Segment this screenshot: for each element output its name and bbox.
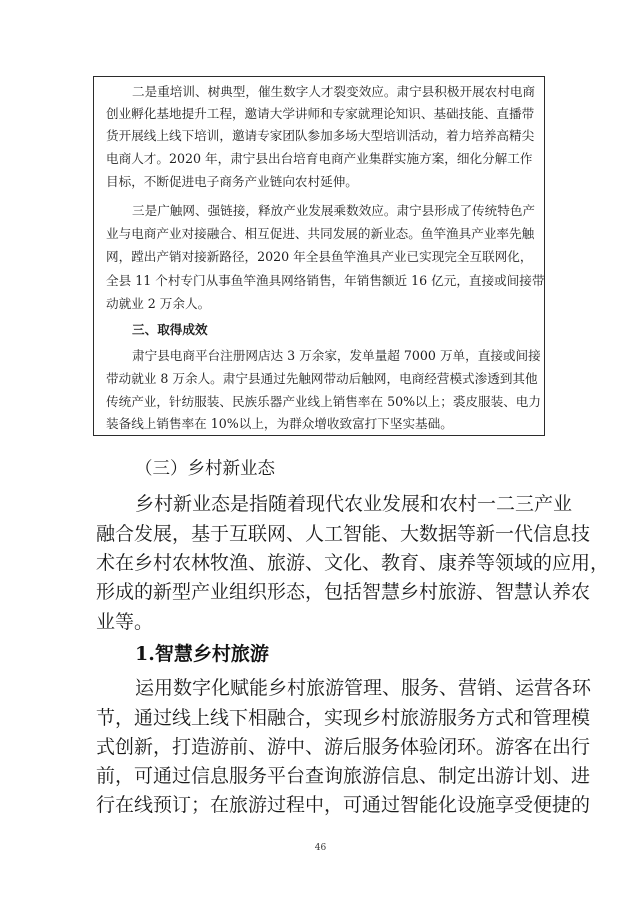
box-text-line: 货开展线上线下培训，邀请专家团队参加多场大型培训活动，着力培养高精尖 xyxy=(106,128,535,143)
box-section-title: 三、取得成效 xyxy=(132,322,208,337)
paragraph-line: 节，通过线上线下相融合，实现乡村旅游服务方式和管理模 xyxy=(96,707,591,729)
paragraph-line: 业等。 xyxy=(96,611,154,633)
paragraph-line: 融合发展，基于互联网、人工智能、大数据等新一代信息技 xyxy=(96,523,591,545)
paragraph-line: 行在线预订；在旅游过程中，可通过智能化设施享受便捷的 xyxy=(96,794,591,816)
box-text-line: 网，蹚出产销对接新路径，2020 年全县鱼竿渔具产业已实现完全互联网化， xyxy=(106,249,533,264)
paragraph-line: 前，可通过信息服务平台查询旅游信息、制定出游计划、进 xyxy=(96,765,591,787)
box-text-line: 带动就业 8 万余人。肃宁县通过先触网带动后触网，电商经营模式渗透到其他 xyxy=(106,371,538,386)
paragraph-line: 乡村新业态是指随着现代农业发展和农村一二三产业 xyxy=(135,493,573,515)
page-number: 46 xyxy=(314,843,327,853)
section-heading: （三）乡村新业态 xyxy=(135,459,275,479)
box-text-line: 肃宁县电商平台注册网店达 3 万余家，发单量超 7000 万单，直接或间接 xyxy=(132,348,541,363)
paragraph-line: 运用数字化赋能乡村旅游管理、服务、营销、运营各环 xyxy=(135,677,592,699)
box-text-line: 动就业 2 万余人。 xyxy=(106,296,211,311)
box-text-line: 创业孵化基地提升工程，邀请大学讲师和专家就理论知识、基础技能、直播带 xyxy=(106,106,535,121)
box-text-line: 传统产业，针纺服装、民族乐器产业线上销售率在 50%以上；裘皮服装、电力 xyxy=(106,394,541,409)
box-text-line: 装备线上销售率在 10%以上，为群众增收致富打下坚实基础。 xyxy=(106,416,453,431)
box-text-line: 三是广触网、强链接，释放产业发展乘数效应。肃宁县形成了传统特色产 xyxy=(132,203,535,218)
box-text-line: 目标，不断促进电子商务产业链向农村延伸。 xyxy=(106,174,358,189)
paragraph-line: 术在乡村农林牧渔、旅游、文化、教育、康养等领域的应用， xyxy=(96,552,610,574)
case-study-box xyxy=(93,76,545,436)
box-text-line: 业与电商产业对接融合、相互促进、共同发展的新业态。鱼竿渔具产业率先触 xyxy=(106,226,535,241)
subsection-heading: 1.智慧乡村旅游 xyxy=(135,643,269,665)
box-text-line: 二是重培训、树典型，催生数字人才裂变效应。肃宁县积极开展农村电商 xyxy=(132,84,535,99)
box-text-line: 电商人才。2020 年，肃宁县出台培育电商产业集群实施方案，细化分解工作 xyxy=(106,151,533,166)
paragraph-line: 式创新，打造游前、游中、游后服务体验闭环。游客在出行 xyxy=(96,736,591,758)
paragraph-line: 形成的新型产业组织形态，包括智慧乡村旅游、智慧认养农 xyxy=(96,581,591,603)
box-text-line: 全县 11 个村专门从事鱼竿渔具网络销售，年销售额近 16 亿元，直接或间接带 xyxy=(106,273,545,288)
